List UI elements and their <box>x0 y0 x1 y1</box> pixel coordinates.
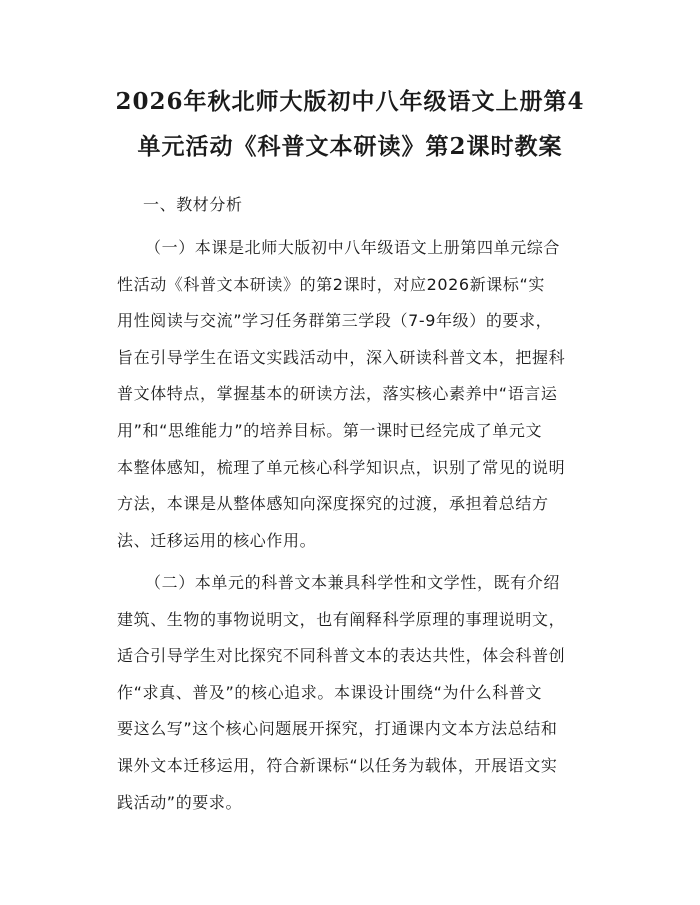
document-title-line-2: 单元活动《科普文本研读》第2课时教案 <box>137 133 563 160</box>
paragraph-1-line: 本整体感知，梳理了单元核心科学知识点，识别了常见的说明 <box>117 458 566 477</box>
paragraph-1-line: 普文体特点，掌握基本的研读方法，落实核心素养中“语言运 <box>117 384 558 403</box>
paragraph-2-line: 践活动”的要求。 <box>117 793 243 812</box>
section-heading: 一、教材分析 <box>143 195 243 214</box>
paragraph-2-line: 课外文本迁移运用，符合新课标“以任务为载体，开展语文实 <box>117 756 558 775</box>
paragraph-1-line: 旨在引导学生在语文实践活动中，深入研读科普文本，把握科 <box>117 348 566 367</box>
paragraph-1-line: （一）本课是北师大版初中八年级语文上册第四单元综合 <box>145 238 561 257</box>
document-title-line-1: 2026年秋北师大版初中八年级语文上册第4 <box>115 88 585 115</box>
paragraph-2-line: 要这么写”这个核心问题展开探究，打通课内文本方法总结和 <box>117 719 558 738</box>
paragraph-2-line: 适合引导学生对比探究不同科普文本的表达共性，体会科普创 <box>117 646 566 665</box>
paragraph-2-line: （二）本单元的科普文本兼具科学性和文学性，既有介绍 <box>145 573 561 592</box>
paragraph-1-line: 法、迁移运用的核心作用。 <box>117 531 317 550</box>
paragraph-1-line: 性活动《科普文本研读》的第2课时，对应2026新课标“实 <box>117 275 545 294</box>
paragraph-2-line: 作“求真、普及”的核心追求。本课设计围绕“为什么科普文 <box>117 683 543 702</box>
paragraph-1-line: 方法，本课是从整体感知向深度探究的过渡，承担着总结方 <box>117 494 549 513</box>
paragraph-1-line: 用”和“思维能力”的培养目标。第一课时已经完成了单元文 <box>117 421 543 440</box>
paragraph-1-line: 用性阅读与交流”学习任务群第三学段（7-9年级）的要求， <box>117 311 553 330</box>
paragraph-2-line: 建筑、生物的事物说明文，也有阐释科学原理的事理说明文， <box>117 610 566 629</box>
